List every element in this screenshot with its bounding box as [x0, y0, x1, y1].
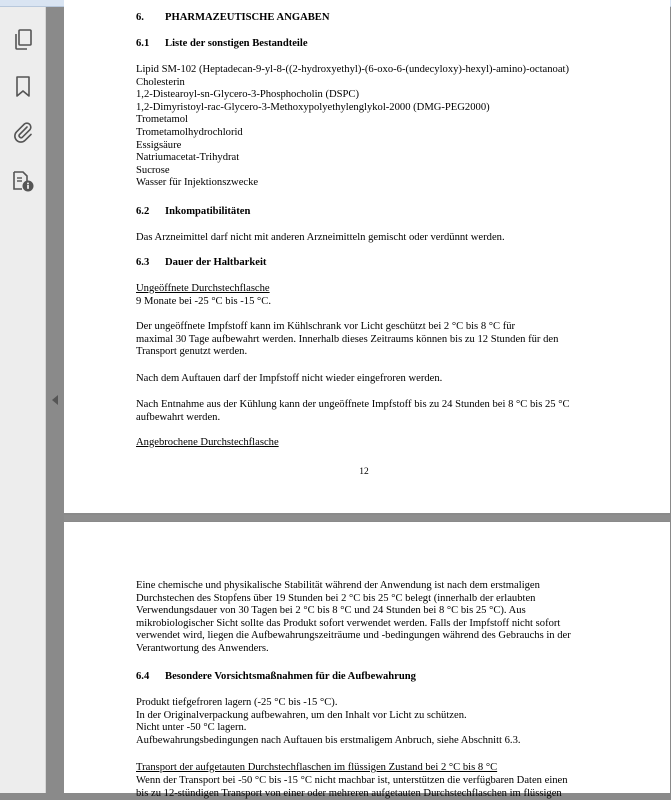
section-heading-6: 6. PHARMAZEUTISCHE ANGABEN	[136, 12, 330, 23]
pages-icon	[13, 29, 33, 51]
opened-vial-heading: Angebrochene Durchstechflasche	[136, 437, 279, 448]
section-heading-6-2: 6.2 Inkompatibilitäten	[136, 206, 251, 217]
list-item: Cholesterin	[136, 76, 185, 88]
document-properties-icon	[11, 169, 35, 193]
document-properties-button[interactable]	[10, 168, 36, 194]
removal-paragraph: Nach Entnahme aus der Kühlung kann der ungeöffnete Impfstoff bis zu 24 Stunden bei 8 °C bis 25 °C aufbewahrt werden.	[136, 399, 570, 423]
storage-instructions: Produkt tiefgefroren lagern (-25 °C bis -15 °C). In der Originalverpackung aufbewahren, um den Inhalt vor Licht zu schützen. Nicht unter -50 °C lagern. Aufbewahrungsbedingungen nach Auftauen bis erstmaligem Anbruch, siehe Abschnitt 6.3.	[136, 697, 521, 746]
section-heading-6-4: 6.4 Besondere Vorsichtsmaßnahmen für die Aufbewahrung	[136, 671, 416, 682]
chevron-left-icon	[51, 393, 59, 411]
attachments-button[interactable]	[10, 119, 36, 145]
bookmarks-button[interactable]	[10, 74, 36, 100]
list-item: Natriumacetat-Trihydrat	[136, 152, 240, 164]
collapse-sidebar-button[interactable]	[50, 394, 60, 410]
list-item: 1,2-Dimyristoyl-rac-Glycero-3-Methoxypolyethylenglykol-2000 (DMG-PEG2000)	[136, 101, 490, 113]
transport-paragraph: Wenn der Transport bei -50 °C bis -15 °C nicht machbar ist, unterstützen die verfügbaren Daten einen bis zu 12-stündigen Transport von einer oder mehreren aufgetauten Durchstechflaschen im flüssigen	[136, 775, 568, 799]
list-item: Trometamolhydrochlorid	[136, 126, 243, 138]
list-item: Wasser für Injektionszwecke	[136, 177, 259, 189]
bookmark-icon	[15, 76, 31, 98]
attachment-icon	[13, 121, 33, 143]
document-page-12	[64, 0, 670, 513]
transport-heading: Transport der aufgetauten Durchstechflaschen im flüssigen Zustand bei 2 °C bis 8 °C	[136, 762, 498, 773]
page-separator	[64, 515, 670, 521]
list-item: Sucrose	[136, 164, 170, 176]
in-use-stability-paragraph: Eine chemische und physikalische Stabilität während der Anwendung ist nach dem erstmaligen Durchstechen des Stopfens über 19 Stunden bei 2 °C bis 25 °C belegt (innerhalb der erlaubten Verwendungsdauer von 30 Tagen bei 2 °C bis 8 °C und 24 Stunden bei 8 °C bis 25 °C). Aus mikrobiologischer Sicht sollte das Produkt sofort verwendet werden. Falls der Impfstoff nicht sofort verwendet wird, liegen die Aufbewahrungszeiträume und -bedingungen während des Gebrauchs in der Verantwortung des Anwenders.	[136, 580, 571, 654]
navigation-sidebar	[0, 7, 46, 793]
list-item: 1,2-Distearoyl-sn-Glycero-3-Phosphocholin (DSPC)	[136, 89, 360, 101]
unopened-vial-heading: Ungeöffnete Durchstechflasche	[136, 283, 270, 294]
section-heading-6-3: 6.3 Dauer der Haltbarkeit	[136, 257, 267, 268]
list-item: Lipid SM-102 (Heptadecan-9-yl-8-((2-hydroxyethyl)-(6-oxo-6-(undecyloxy)-hexyl)-amino)-octanoat)	[136, 64, 570, 75]
section-heading-6-1: 6.1 Liste der sonstigen Bestandteile	[136, 38, 308, 49]
page-thumbnails-button[interactable]	[10, 27, 36, 53]
list-item: Essigsäure	[136, 139, 182, 151]
document-page-13	[64, 522, 670, 799]
ingredient-list	[136, 64, 656, 190]
unopened-vial-text: 9 Monate bei -25 °C bis -15 °C.	[136, 296, 271, 307]
incompatibility-text: Das Arzneimittel darf nicht mit anderen Arzneimitteln gemischt oder verdünnt werden.	[136, 232, 505, 243]
fridge-storage-paragraph: Der ungeöffnete Impfstoff kann im Kühlschrank vor Licht geschützt bei 2 °C bis 8 °C für maximal 30 Tage aufbewahrt werden. Innerhalb dieses Zeitraums können bis zu 12 Stunden für den Transport genutzt werden.	[136, 321, 559, 358]
page-number: 12	[359, 467, 369, 477]
list-item: Trometamol	[136, 114, 188, 126]
thaw-paragraph: Nach dem Auftauen darf der Impfstoff nicht wieder eingefroren werden.	[136, 373, 443, 384]
